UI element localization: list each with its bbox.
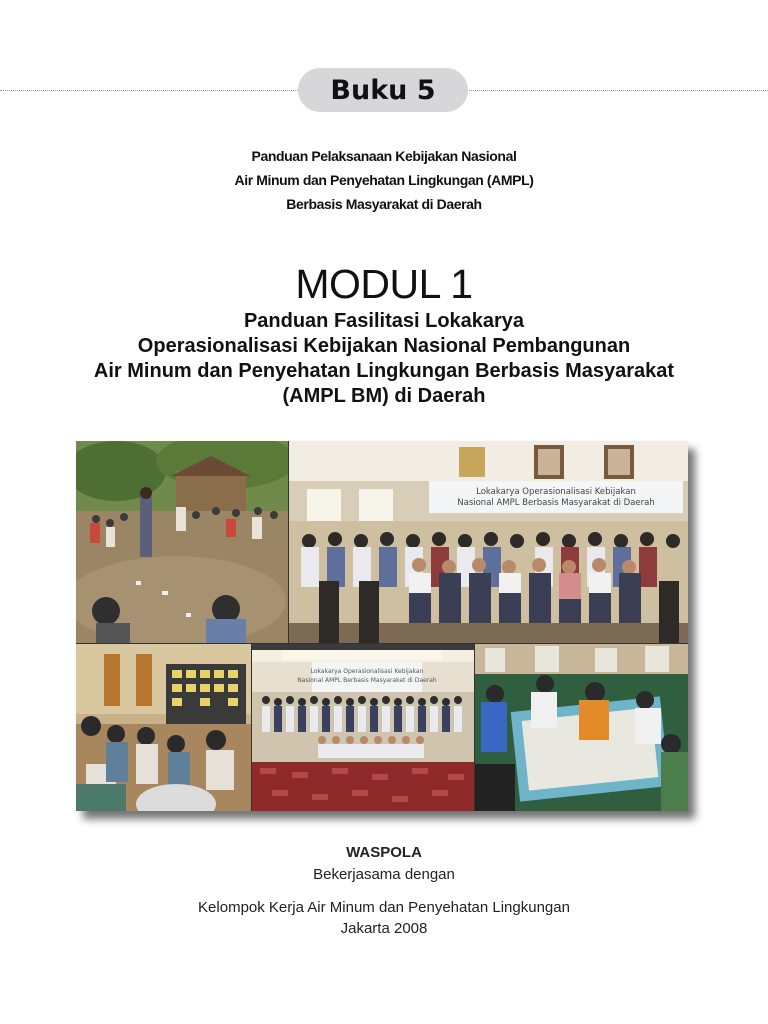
- photo-mapping-activity: [475, 644, 688, 811]
- photo-workshop-group: [289, 441, 688, 643]
- publisher-name: WASPOLA: [346, 844, 422, 861]
- module-title: MODUL 1: [295, 261, 473, 307]
- module-subtitle-line: Air Minum dan Penyehatan Lingkungan Berbasis Masyarakat: [93, 360, 675, 382]
- module-subtitle-line: Operasionalisasi Kebijakan Nasional Pembangunan: [137, 335, 631, 357]
- small-banner-line-1: Lokakarya Operasionalisasi Kebijakan: [310, 668, 424, 675]
- banner-line-1: Lokakarya Operasionalisasi Kebijakan: [476, 487, 636, 497]
- small-banner-line-2: Nasional AMPL Berbasis Masyarakat di Daerah: [297, 677, 437, 684]
- photo-hall-group: [252, 644, 474, 811]
- photo-village-meeting: [76, 441, 288, 643]
- guide-title-line: Air Minum dan Penyehatan Lingkungan (AMPL): [234, 172, 534, 188]
- book-number-badge: [298, 68, 468, 112]
- photo-indoor-meeting: [76, 644, 251, 811]
- module-subtitle-line: Panduan Fasilitasi Lokakarya: [243, 310, 525, 332]
- working-group-name: Kelompok Kerja Air Minum dan Penyehatan Lingkungan: [198, 899, 570, 916]
- book-number-label: Buku 5: [330, 74, 436, 106]
- cooperation-text: Bekerjasama dengan: [313, 866, 455, 883]
- guide-title: [0, 144, 768, 216]
- module-subtitle-line: (AMPL BM) di Daerah: [282, 385, 486, 407]
- photo-collage: [76, 441, 688, 811]
- module-subtitle: [0, 309, 768, 409]
- guide-title-line: Panduan Pelaksanaan Kebijakan Nasional: [251, 148, 517, 164]
- banner-line-2: Nasional AMPL Berbasis Masyarakat di Daerah: [457, 498, 655, 508]
- place-year: Jakarta 2008: [340, 920, 428, 937]
- guide-title-line: Berbasis Masyarakat di Daerah: [286, 196, 482, 212]
- publisher-info: [0, 842, 768, 939]
